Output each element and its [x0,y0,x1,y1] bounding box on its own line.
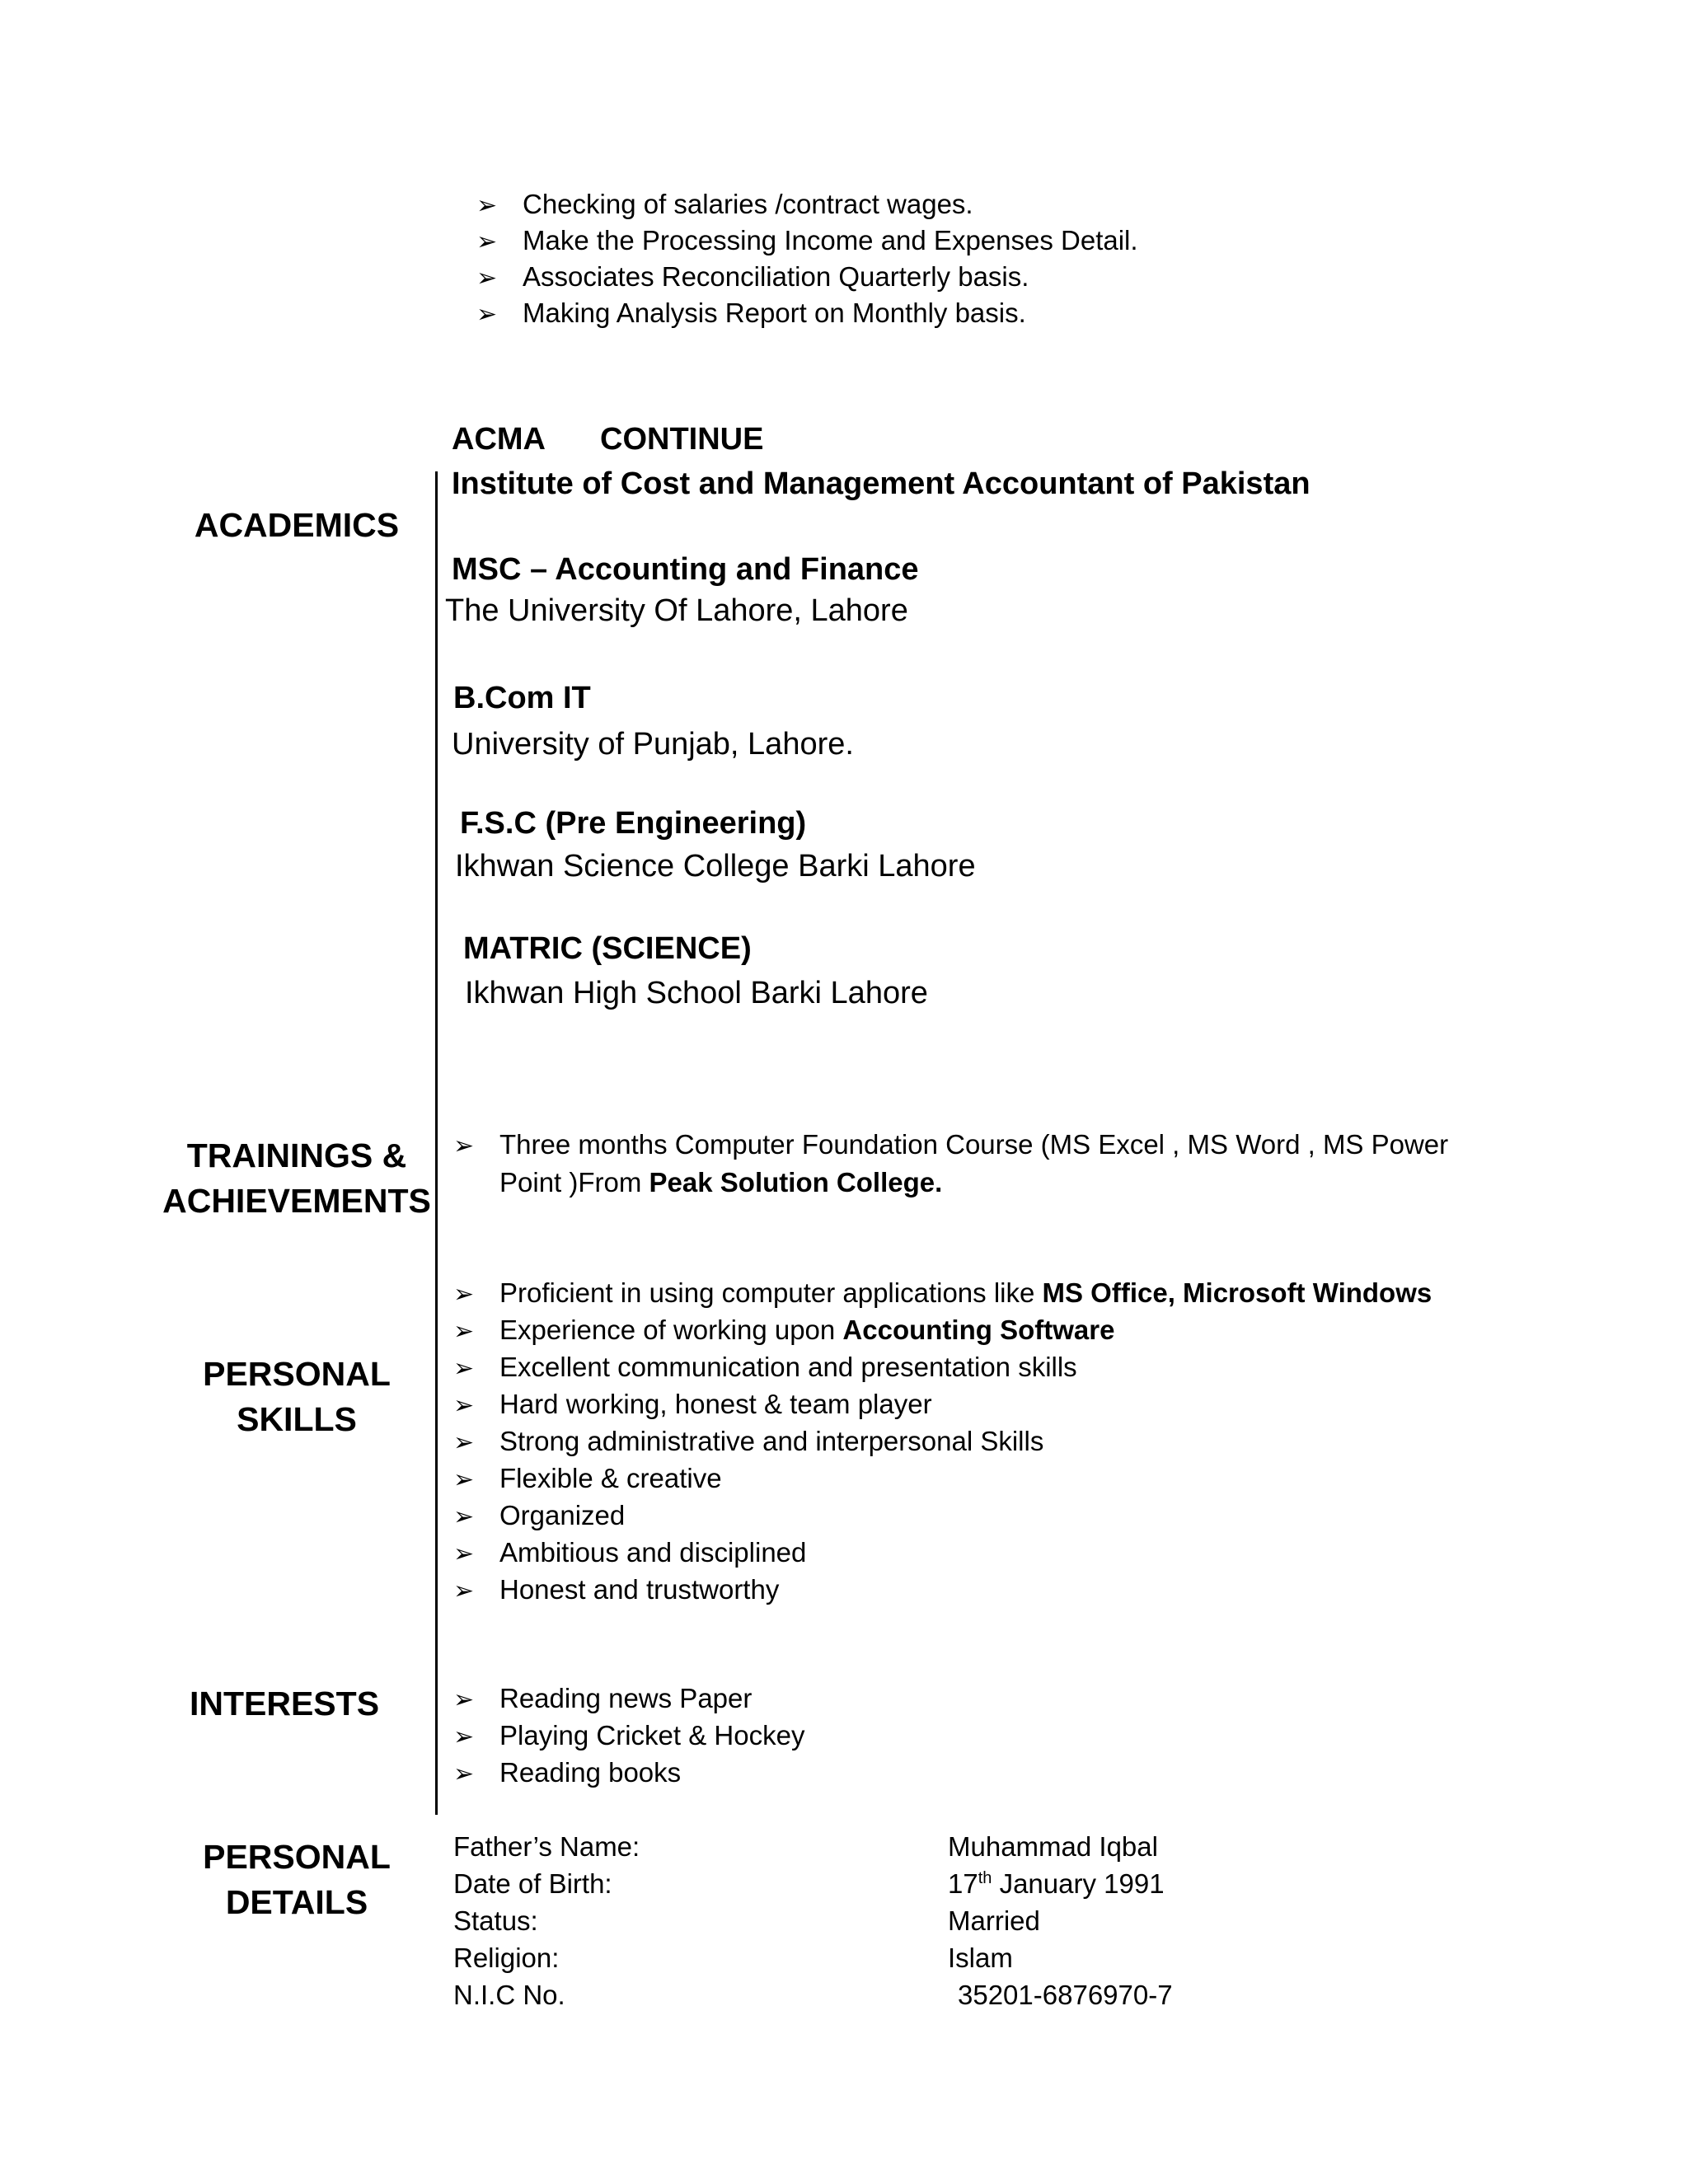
interests-heading: INTERESTS [189,1685,380,1722]
religion-label: Religion: [453,1943,560,1973]
nic-label: N.I.C No. [453,1980,565,2010]
arrow-bullet-icon: ➢ [453,1317,475,1346]
list-item: ➢ Flexible & creative [453,1463,722,1494]
arrow-bullet-icon: ➢ [476,300,498,329]
list-item: ➢ Three months Computer Foundation Course (MS Excel , MS Word , MS Power [453,1129,1449,1160]
arrow-bullet-icon: ➢ [453,1465,475,1494]
arrow-bullet-icon: ➢ [453,1577,475,1605]
status-label: Status: [453,1905,538,1936]
trainings-heading: TRAININGS & ACHIEVEMENTS [162,1137,431,1220]
arrow-bullet-icon: ➢ [453,1540,475,1568]
list-item: ➢ Make the Processing Income and Expenses Detail. [476,225,1138,256]
institute-msc: The University Of Lahore, Lahore [445,593,908,628]
arrow-bullet-icon: ➢ [453,1428,475,1457]
list-item: ➢ Reading news Paper [453,1683,753,1714]
list-item: ➢ Organized [453,1500,626,1531]
list-item: ➢ Honest and trustworthy [453,1574,780,1605]
arrow-bullet-icon: ➢ [476,191,498,220]
list-item: ➢ Strong administrative and interpersonal Skills [453,1426,1044,1457]
personal-skills-heading: PERSONAL SKILLS [203,1355,391,1438]
list-item: ➢ Hard working, honest & team player [453,1389,932,1420]
institute-matric: Ikhwan High School Barki Lahore [465,976,928,1010]
personal-details-heading: PERSONAL DETAILS [203,1838,391,1921]
arrow-bullet-icon: ➢ [453,1722,475,1751]
arrow-bullet-icon: ➢ [453,1391,475,1420]
list-item: ➢ Associates Reconciliation Quarterly basis. [476,261,1029,293]
arrow-bullet-icon: ➢ [453,1354,475,1383]
list-item: ➢ Reading books [453,1757,682,1788]
degree-msc: MSC – Accounting and Finance [452,552,919,587]
acma-status: CONTINUE [600,422,764,457]
arrow-bullet-icon: ➢ [453,1280,475,1309]
institute-fsc: Ikhwan Science College Barki Lahore [455,849,976,883]
institute-bcom: University of Punjab, Lahore. [452,727,854,762]
list-item: ➢ Experience of working upon Accounting Software [453,1315,1115,1346]
dob-value: 17th January 1991 [948,1868,1165,1899]
acma-institute: Institute of Cost and Management Accountant of Pakistan [452,466,1311,501]
religion-value: Islam [948,1943,1013,1973]
nic-value: 35201-6876970-7 [958,1980,1173,2010]
status-value: Married [948,1905,1040,1936]
list-item: ➢ Excellent communication and presentation skills [453,1352,1077,1383]
list-item: ➢ Proficient in using computer applications like MS Office, Microsoft Windows [453,1277,1432,1309]
arrow-bullet-icon: ➢ [453,1685,475,1714]
fathers-name-value: Muhammad Iqbal [948,1831,1158,1862]
degree-bcom: B.Com IT [453,681,591,715]
acma-degree: ACMA [452,422,546,457]
dob-label: Date of Birth: [453,1868,612,1899]
arrow-bullet-icon: ➢ [453,1760,475,1788]
academics-heading: ACADEMICS [194,506,400,544]
list-item: ➢ Playing Cricket & Hockey [453,1720,805,1751]
arrow-bullet-icon: ➢ [453,1132,475,1160]
arrow-bullet-icon: ➢ [453,1502,475,1531]
arrow-bullet-icon: ➢ [476,227,498,256]
arrow-bullet-icon: ➢ [476,264,498,293]
degree-matric: MATRIC (SCIENCE) [463,931,752,966]
fathers-name-label: Father’s Name: [453,1831,640,1862]
degree-fsc: F.S.C (Pre Engineering) [460,806,807,841]
list-item: ➢ Ambitious and disciplined [453,1537,807,1568]
list-item: ➢ Making Analysis Report on Monthly basis. [476,298,1026,329]
training-item-continuation: Point )From Peak Solution College. [499,1167,943,1197]
list-item: ➢ Checking of salaries /contract wages. [476,189,973,220]
